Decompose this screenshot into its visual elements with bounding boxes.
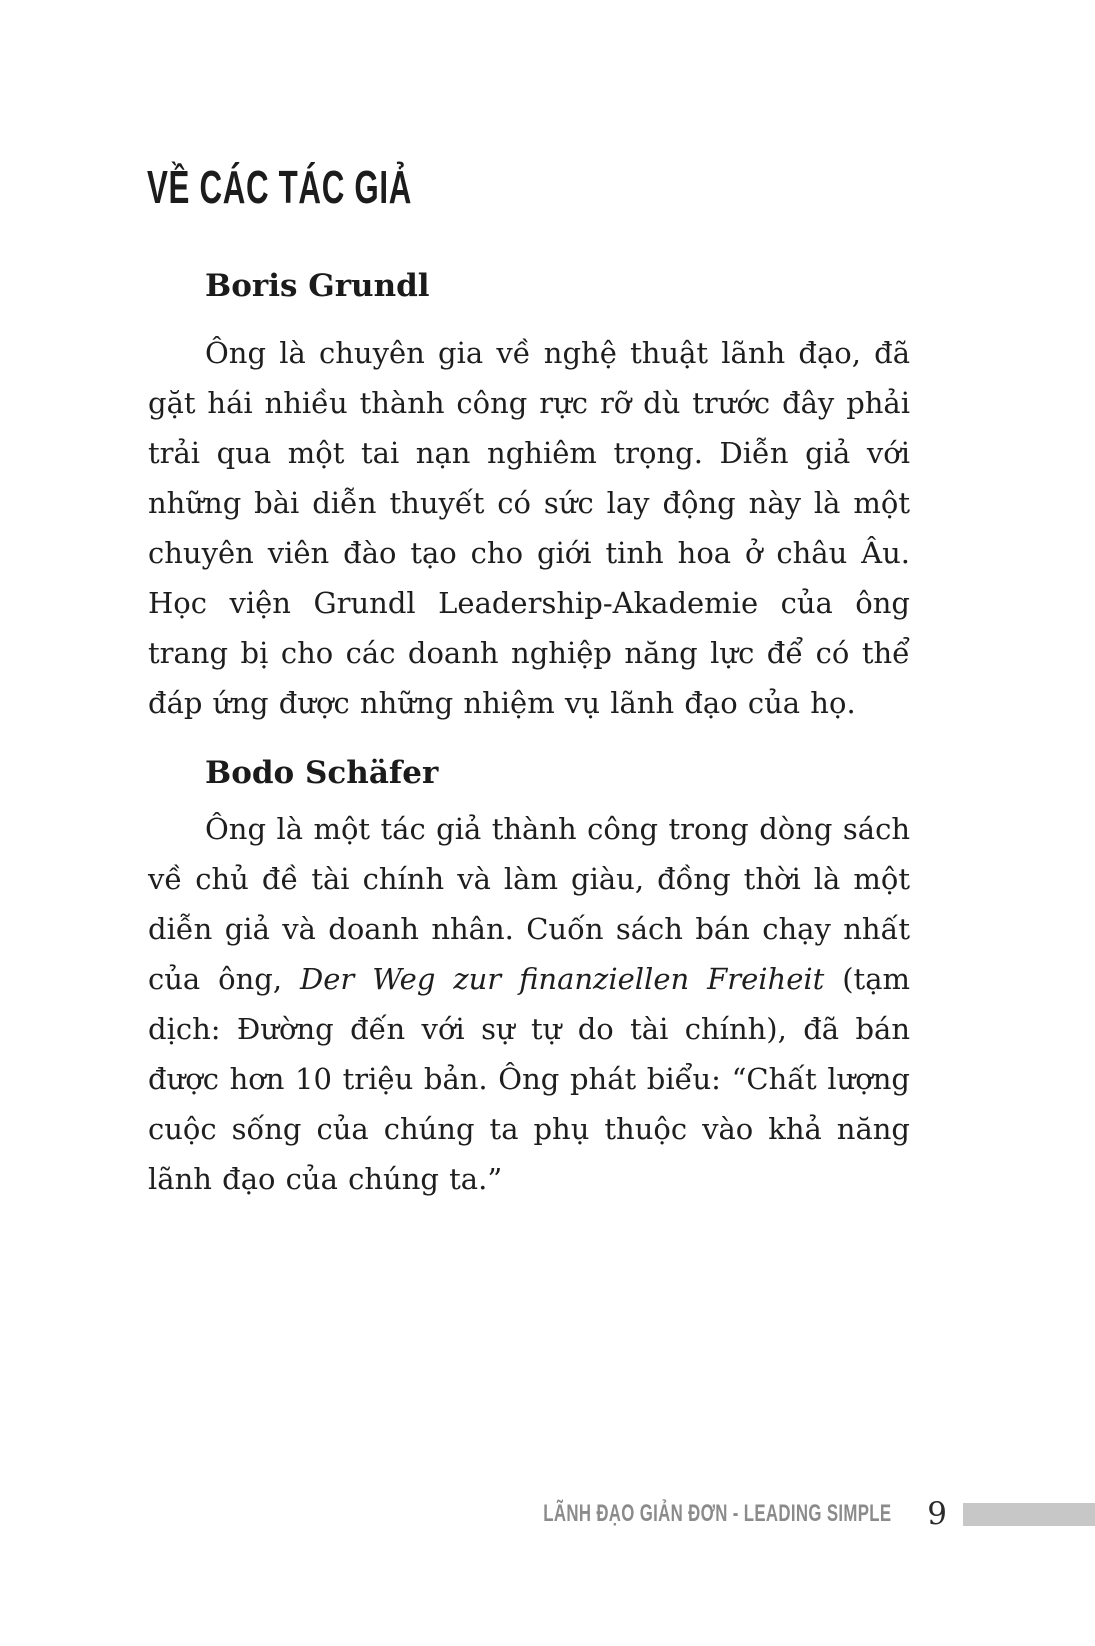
page-footer (394, 1494, 1095, 1534)
author-name-bodo-schafer: Bodo Schäfer (205, 755, 439, 791)
chapter-title: VỀ CÁC TÁC GIẢ (147, 161, 412, 213)
author-bio-bodo-schafer (148, 804, 910, 1204)
bio-text-after-book-title: (tạm dịch: Đường đến với sự tự do tài chính), đã bán được hơn 10 triệu bản. Ông phát biểu: “Chất lượng cuộc sống của chúng ta phụ thuộc vào khả năng lãnh đạo của chúng ta.” (148, 962, 910, 1196)
author-bio-boris-grundl: Ông là chuyên gia về nghệ thuật lãnh đạo, đã gặt hái nhiều thành công rực rỡ dù trước đây phải trải qua một tai nạn nghiêm trọng. Diễn giả với những bài diễn thuyết có sức lay động này là một chuyên viên đào tạo cho giới tinh hoa ở châu Âu. Học viện Grundl Leadership-Akademie của ông trang bị cho các doanh nghiệp năng lực để có thể đáp ứng được những nhiệm vụ lãnh đạo của họ. (148, 336, 910, 720)
book-title-italic: Der Weg zur finanziellen Freiheit (300, 962, 825, 996)
author-name-boris-grundl: Boris Grundl (205, 268, 430, 304)
footer-decoration-bar (963, 1503, 1095, 1526)
bio-text-before-book-title: Ông là một tác giả thành công trong dòng sách về chủ đề tài chính và làm giàu, đồng thời là một diễn giả và doanh nhân. Cuốn sách bán chạy nhất của ông, (148, 812, 910, 996)
footer-book-title: LÃNH ĐẠO GIẢN ĐƠN - LEADING SIMPLE (543, 1500, 892, 1527)
page-number: 9 (927, 1496, 947, 1532)
